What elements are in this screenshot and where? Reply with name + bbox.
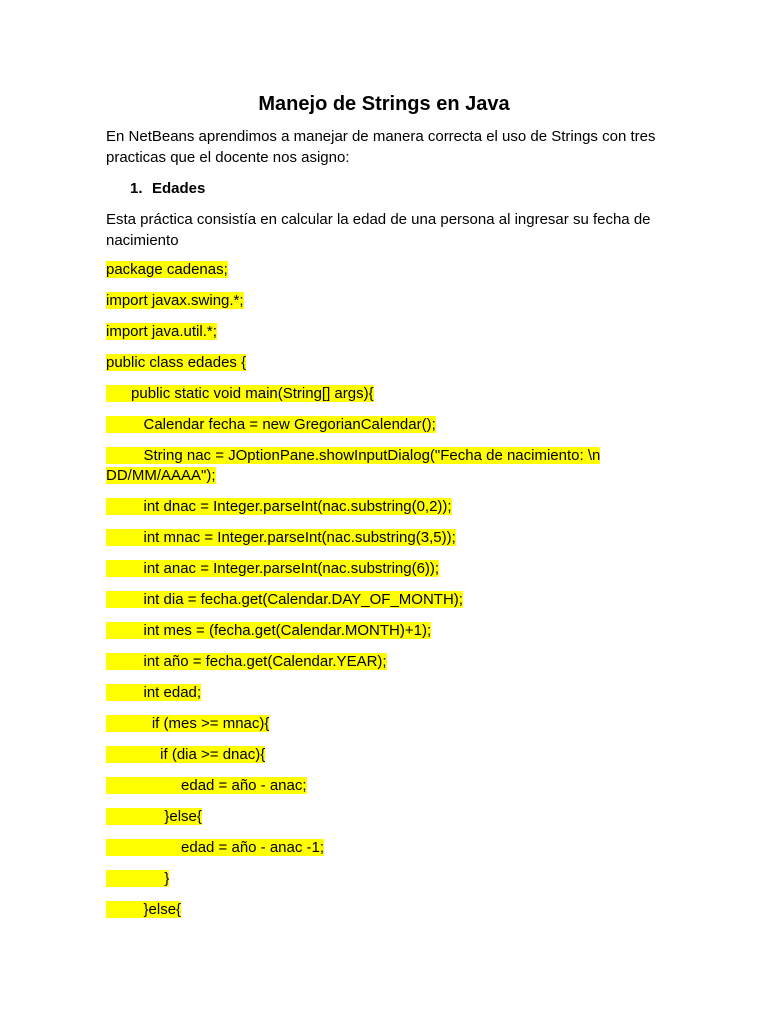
code-line-text: if (mes >= mnac){ bbox=[106, 715, 270, 732]
code-line-text: int mes = (fecha.get(Calendar.MONTH)+1); bbox=[106, 622, 432, 639]
code-line bbox=[106, 776, 646, 796]
code-line-text: package cadenas; bbox=[106, 261, 228, 278]
code-line bbox=[106, 322, 646, 342]
code-line bbox=[106, 415, 646, 435]
code-line-text: int anac = Integer.parseInt(nac.substring(6)); bbox=[106, 560, 440, 577]
section-description: Esta práctica consistía en calcular la edad de una persona al ingresar su fecha de nacimiento bbox=[106, 211, 651, 249]
code-line bbox=[106, 497, 646, 517]
code-line bbox=[106, 900, 646, 920]
section-heading-text: Edades bbox=[152, 180, 206, 197]
code-line bbox=[106, 353, 646, 373]
code-line bbox=[106, 807, 646, 827]
code-line bbox=[106, 683, 646, 703]
code-line-text: import java.util.*; bbox=[106, 323, 217, 340]
code-line-text: import javax.swing.*; bbox=[106, 292, 244, 309]
code-line-text: int edad; bbox=[106, 684, 202, 701]
section-heading bbox=[130, 178, 205, 199]
code-line-text: }else{ bbox=[106, 901, 182, 918]
document-title: Manejo de Strings en Java bbox=[258, 93, 510, 115]
code-line-text: int mnac = Integer.parseInt(nac.substring(3,5)); bbox=[106, 529, 456, 546]
code-line bbox=[106, 466, 646, 486]
code-line-text: Calendar fecha = new GregorianCalendar(); bbox=[106, 416, 436, 433]
code-line bbox=[106, 869, 646, 889]
code-line-text: edad = año - anac -1; bbox=[106, 839, 325, 856]
code-line bbox=[106, 652, 646, 672]
code-line bbox=[106, 621, 646, 641]
code-line bbox=[106, 528, 646, 548]
code-line bbox=[106, 590, 646, 610]
code-line bbox=[106, 838, 646, 858]
code-line-text: if (dia >= dnac){ bbox=[106, 746, 266, 763]
code-line-text: public class edades { bbox=[106, 354, 247, 371]
code-line-text: String nac = JOptionPane.showInputDialog("Fecha de nacimiento: \n bbox=[106, 447, 601, 464]
code-line-text: edad = año - anac; bbox=[106, 777, 307, 794]
code-line-text: DD/MM/AAAA"); bbox=[106, 467, 216, 484]
code-line bbox=[106, 714, 646, 734]
code-line-text: }else{ bbox=[106, 808, 202, 825]
section-number: 1. bbox=[130, 180, 143, 197]
code-line-text: public static void main(String[] args){ bbox=[106, 385, 374, 402]
code-line bbox=[106, 559, 646, 579]
code-line bbox=[106, 446, 646, 466]
code-line-text: int dnac = Integer.parseInt(nac.substring(0,2)); bbox=[106, 498, 452, 515]
code-line-text: int dia = fecha.get(Calendar.DAY_OF_MONTH); bbox=[106, 591, 463, 608]
code-line bbox=[106, 745, 646, 765]
code-line-text: } bbox=[106, 870, 170, 887]
code-line bbox=[106, 291, 646, 311]
code-line bbox=[106, 260, 646, 280]
code-line bbox=[106, 384, 646, 404]
intro-paragraph: En NetBeans aprendimos a manejar de manera correcta el uso de Strings con tres practicas que el docente nos asigno: bbox=[106, 128, 656, 166]
code-line-text: int año = fecha.get(Calendar.YEAR); bbox=[106, 653, 387, 670]
